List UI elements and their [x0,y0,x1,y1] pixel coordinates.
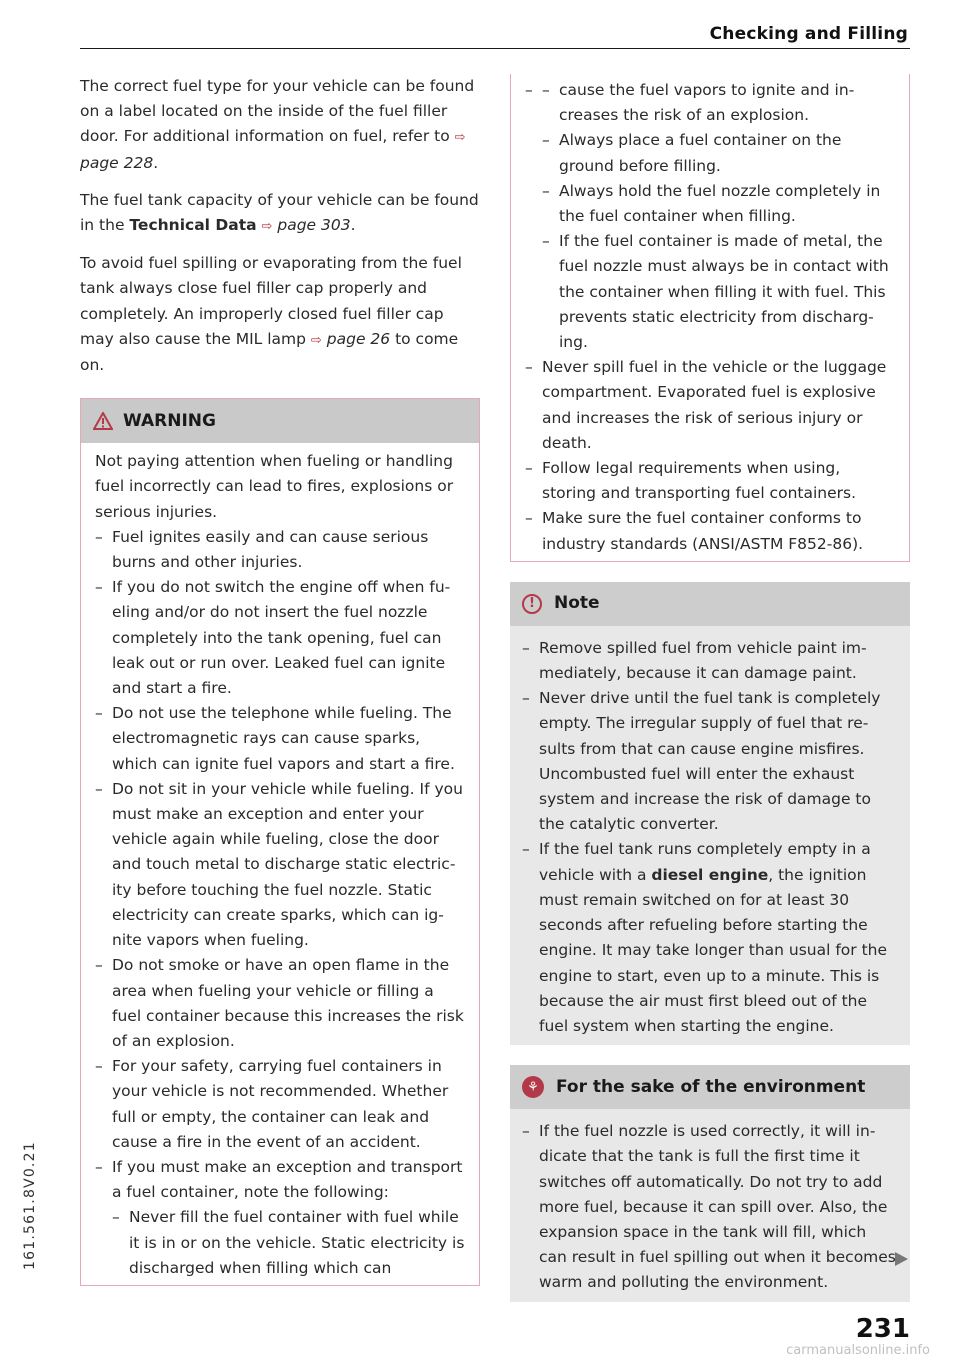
list-item: – If the fuel tank runs completely empty in a vehicle with a diesel engine, the ignition must remain switched on for at least 30 seconds after refueling before starting the engine. It may take longer than usual for the engine to start, even up to a minute. This is because the air must first bleed out of the fuel system when starting the engine. [522,837,896,1039]
warning-sublist-continued [525,78,895,557]
left-column [80,74,480,1286]
list-item: – Make sure the fuel container conforms to industry standards (ANSI/ASTM F852-86). [525,506,895,556]
list-item: – Never drive until the fuel tank is completely empty. The irregular supply of fuel that results from that can cause engine misfires. Uncombusted fuel will enter the exhaust system and increase the risk of damage to the catalytic converter. [522,686,896,837]
paragraph-tank-capacity: The fuel tank capacity of your vehicle can be found in the Technical Data ⇨ page 303. [80,190,479,235]
warning-body [81,443,479,1285]
list-item: – Always hold the fuel nozzle completely in the fuel container when filling. [542,179,895,229]
section-title: Checking and Filling [709,24,908,44]
watermark: carmanualsonline.info [786,1343,930,1358]
continue-arrow-icon[interactable] [895,1252,908,1266]
header-rule [80,48,910,49]
note-box [510,582,910,1045]
list-item: – Remove spilled fuel from vehicle paint immediately, because it can damage paint. [522,636,896,686]
list-item: – For your safety, carrying fuel containers in your vehicle is not recommended. Whether full or empty, the container can leak and cause a fire in the event of an accident. [95,1054,465,1155]
list-item: – Follow legal requirements when using, storing and transporting fuel containers. [525,456,895,506]
warning-sublist-inner [542,78,895,355]
warning-sublist [112,1205,465,1281]
technical-data-term: Technical Data [129,216,257,235]
exclamation-circle-icon: ! [522,594,542,614]
document-code: 161.561.8V0.21 [22,1141,38,1270]
list-item: – Never spill fuel in the vehicle or the luggage compartment. Evaporated fuel is explosive and increases the risk of serious injury or death. [525,355,895,456]
list-item: – If the fuel nozzle is used correctly, it will indicate that the tank is full the first time it switches off automatically. Do not try to add more fuel, because it can spill over. Also, the expansion space in the tank will fill, which can result in fuel spilling out when it becomes warm and polluting the environment. [522,1119,896,1295]
arrow-icon: ⇨ [261,219,273,235]
list-item: – Never fill the fuel container with fuel while it is in or on the vehicle. Static electricity is discharged when filling which can [112,1205,465,1281]
list-item: – Do not sit in your vehicle while fueling. If you must make an exception and enter your vehicle again while fueling, close the door and touch metal to discharge static electricity before touching the fuel nozzle. Static electricity can create sparks, which can ignite vapors when fueling. [95,777,465,953]
note-title: Note [554,593,600,614]
note-header [510,582,910,626]
warning-header [81,399,479,443]
paragraph-filler-cap: To avoid fuel spilling or evaporating from the fuel tank always close fuel filler cap properly and completely. An improperly closed fuel filler cap may also cause the MIL lamp ⇨ page 26 to come on. [80,254,462,375]
right-column [510,74,910,1302]
warning-box-continued [510,74,910,562]
page-ref-26[interactable]: ⇨ page 26 [310,329,391,348]
warning-intro: Not paying attention when fueling or handling fuel incorrectly can lead to fires, explosions or serious injuries. [95,452,454,521]
list-item: – Fuel ignites easily and can cause serious burns and other injuries. [95,525,465,575]
warning-title: WARNING [123,410,216,431]
note-body [510,626,910,1045]
paragraph-fuel-type: The correct fuel type for your vehicle can be found on a label located on the inside of the fuel filler door. For additional information on fuel, refer to ⇨ page 228. [80,77,475,172]
list-item-continued [525,78,895,355]
environment-list [522,1119,896,1295]
warning-box [80,398,480,1286]
page-ref-303[interactable]: ⇨ page 303 [261,216,351,235]
environment-title: For the sake of the environment [556,1076,866,1097]
environment-box [510,1065,910,1301]
list-item: – Always place a fuel container on the ground before filling. [542,128,895,178]
environment-header [510,1065,910,1109]
environment-body [510,1109,910,1301]
list-item: – Do not smoke or have an open flame in the area when fueling your vehicle or filling a fuel container because this increases the risk of an explosion. [95,953,465,1054]
arrow-icon: ⇨ [310,332,322,348]
list-item: – Do not use the telephone while fueling. The electromagnetic rays can cause sparks, which can ignite fuel vapors and start a fire. [95,701,465,777]
note-list [522,636,896,1039]
warning-triangle-icon [93,412,113,430]
page-ref-228[interactable]: ⇨ page 228 [80,130,466,172]
page-number: 231 [855,1314,910,1344]
environment-leaf-icon: ⚘ [522,1076,544,1098]
list-item: – If you must make an exception and transport a fuel container, note the following: – Never fill the fuel container with fuel while it is in or on the vehicle. Static electricity is discharged when filling which can [95,1155,465,1281]
list-item: – If the fuel container is made of metal, the fuel nozzle must always be in contact with the container when filling it with fuel. This prevents static electricity from discharging. [542,229,895,355]
list-item: – If you do not switch the engine off when fueling and/or do not insert the fuel nozzle completely into the tank opening, fuel can leak out or run over. Leaked fuel can ignite and start a fire. [95,575,465,701]
list-item-continuation: – – cause the fuel vapors to ignite and increases the risk of an explosion. [542,78,895,128]
arrow-icon: ⇨ [454,130,466,146]
warning-list [95,525,465,1281]
diesel-engine-term: diesel engine [651,865,769,884]
warning-body-continued [511,74,909,561]
